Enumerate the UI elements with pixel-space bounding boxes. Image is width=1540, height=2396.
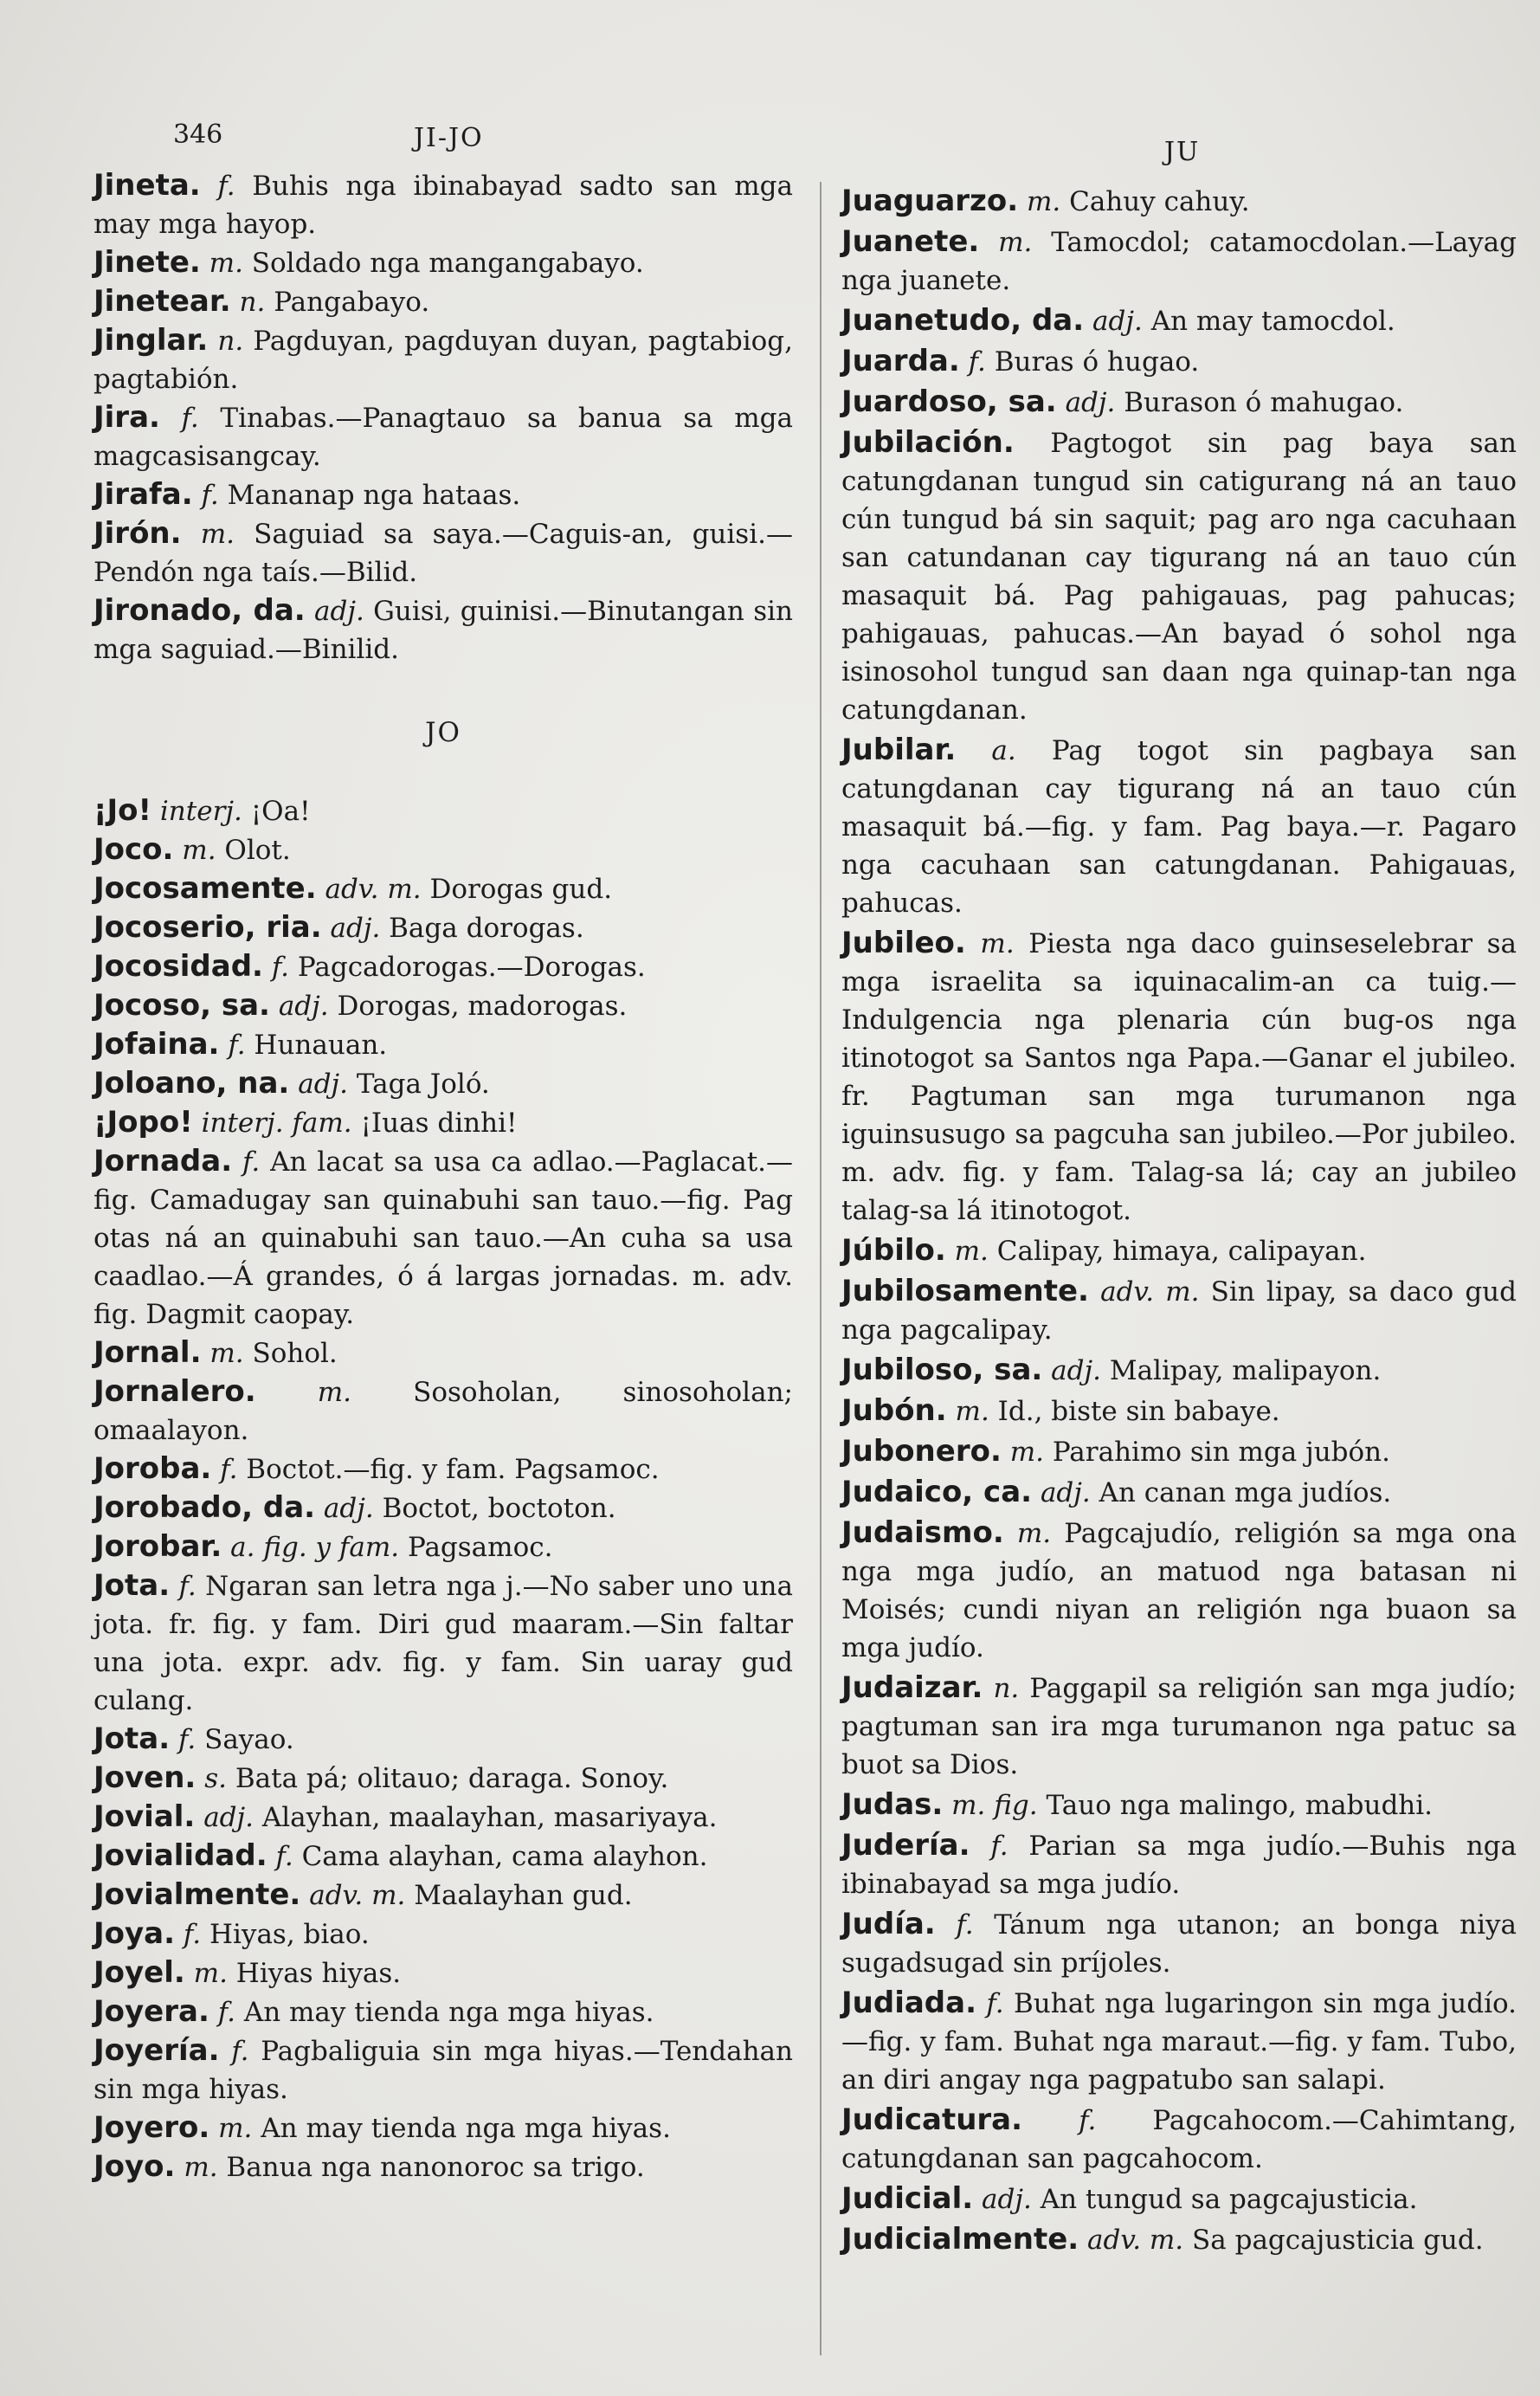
entry-headword: Joya. xyxy=(93,1916,176,1951)
entry-grammar: m. xyxy=(184,2152,218,2183)
dictionary-entry xyxy=(93,514,793,591)
dictionary-entry xyxy=(93,2031,793,2109)
entry-headword: Joven. xyxy=(93,1760,197,1795)
entry-definition: Hiyas hiyas. xyxy=(235,1958,402,1989)
dictionary-entry xyxy=(841,383,1517,422)
entry-headword: Jorobado, da. xyxy=(93,1490,316,1525)
dictionary-entry xyxy=(841,342,1517,381)
dictionary-entry xyxy=(93,1992,793,2031)
entry-definition: Sa pagcajusticia gud. xyxy=(1192,2225,1484,2256)
entry-headword: Jironado, da. xyxy=(93,593,306,628)
dictionary-entry xyxy=(841,423,1517,729)
column-divider xyxy=(820,182,822,2355)
entry-grammar: f. xyxy=(271,952,290,983)
entry-grammar: f. xyxy=(986,1988,1004,2019)
entry-grammar: n. xyxy=(239,287,266,318)
dictionary-entry xyxy=(841,1392,1517,1430)
entry-headword: Joloano, na. xyxy=(93,1066,290,1101)
entry-grammar: f. xyxy=(968,346,986,378)
entry-definition: Malipay, malipayon. xyxy=(1109,1355,1382,1386)
entry-grammar: s. xyxy=(204,1763,227,1794)
entry-grammar: m. xyxy=(1016,1518,1052,1549)
entry-definition: Taga Joló. xyxy=(356,1069,490,1100)
entry-definition: Cahuy cahuy. xyxy=(1069,186,1250,217)
entry-grammar: m. xyxy=(182,835,216,866)
entry-grammar: m. xyxy=(193,1958,228,1989)
dictionary-entry xyxy=(93,947,793,986)
dictionary-entry xyxy=(93,1876,793,1915)
dictionary-entry xyxy=(841,1432,1517,1471)
entry-headword: Jornada. xyxy=(93,1144,233,1179)
ju-entry-list xyxy=(841,182,1517,2259)
entry-headword: Joyel. xyxy=(93,1955,185,1990)
dictionary-entry xyxy=(93,2147,793,2186)
entry-grammar: f. xyxy=(220,1454,238,1485)
dictionary-entry xyxy=(93,1103,793,1142)
entry-grammar: f. xyxy=(231,2036,249,2067)
entry-definition: Alayhan, maalayhan, masariyaya. xyxy=(261,1802,718,1833)
entry-definition: Bata pá; olitauo; daraga. Sonoy. xyxy=(235,1763,669,1794)
entry-headword: Jirón. xyxy=(93,516,182,551)
entry-headword: Jubón. xyxy=(841,1393,947,1428)
entry-definition: Pagtogot sin pag baya san catungdanan tungud sin catigurang ná an tauo cún tungud bá sin saquit; pag aro nga cacuhaan san catundanan cay tigurang ná an tauo cún masaquit bá. Pag pahigauas, pag pahucas; pahigauas, pahucas.—An bayad ó sohol nga isinosohol tungud san daan nga quinap-tan nga catungdanan. xyxy=(841,428,1517,726)
entry-headword: Judaizar. xyxy=(841,1670,983,1705)
entry-definition: Boctot, boctoton. xyxy=(382,1493,616,1524)
entry-grammar: m. xyxy=(218,2113,253,2144)
entry-headword: ¡Jopo! xyxy=(93,1105,193,1140)
entry-headword: Juaguarzo. xyxy=(841,184,1019,218)
entry-headword: Joyero. xyxy=(93,2110,210,2145)
entry-headword: Jira. xyxy=(93,400,160,435)
entry-headword: Jocosamente. xyxy=(93,871,317,906)
dictionary-entry xyxy=(93,398,793,475)
entry-grammar: m. xyxy=(1026,186,1061,217)
entry-definition: Paggapil sa religión san mga judío; pagtuman san ira mga turumanon nga patuc sa buot sa Dios. xyxy=(841,1673,1517,1780)
entry-grammar: f. xyxy=(177,1724,197,1755)
entry-definition: Tinabas.—Panagtauo sa banua sa mga magcasisangcay. xyxy=(93,403,793,472)
entry-grammar: a. fig. y fam. xyxy=(230,1532,400,1563)
entry-headword: Judicatura. xyxy=(841,2102,1023,2137)
entry-grammar: adv. m. xyxy=(1100,1276,1200,1308)
entry-definition: Pagcadorogas.—Dorogas. xyxy=(297,952,646,983)
entry-grammar: interj. fam. xyxy=(201,1108,352,1139)
entry-grammar: n. xyxy=(217,326,244,357)
dictionary-entry xyxy=(93,986,793,1025)
dictionary-entry xyxy=(841,1231,1517,1270)
entry-headword: Joroba. xyxy=(93,1451,212,1486)
entry-grammar: adj. xyxy=(203,1802,254,1833)
entry-headword: Jineta. xyxy=(93,168,201,203)
entry-headword: Judicialmente. xyxy=(841,2222,1079,2257)
entry-grammar: adj. xyxy=(278,991,329,1022)
dictionary-entry xyxy=(93,243,793,282)
entry-definition: Boctot.—fig. y fam. Pagsamoc. xyxy=(246,1454,660,1485)
dictionary-entry xyxy=(93,1489,793,1527)
dictionary-entry xyxy=(841,1669,1517,1784)
entry-headword: Juardoso, sa. xyxy=(841,384,1057,419)
entry-definition: Sohol. xyxy=(252,1338,338,1369)
entry-definition: Sosoholan, sinosoholan; omaalayon. xyxy=(93,1377,793,1446)
dictionary-entry xyxy=(841,1473,1517,1512)
entry-definition: Calipay, himaya, calipayan. xyxy=(996,1236,1367,1267)
dictionary-entry xyxy=(93,1527,793,1566)
entry-definition: Sin lipay, sa daco gud nga pagcalipay. xyxy=(841,1276,1517,1346)
entry-grammar: adj. xyxy=(982,2184,1032,2215)
entry-definition: ¡Oa! xyxy=(250,796,311,827)
entry-headword: Jubilosamente. xyxy=(841,1274,1089,1308)
entry-headword: Judía. xyxy=(841,1907,936,1941)
entry-headword: Jinetear. xyxy=(93,284,231,319)
entry-grammar: adj. xyxy=(1092,306,1143,337)
entry-definition: Pagbaliguia sin mga hiyas.—Tendahan sin mga hiyas. xyxy=(93,2036,794,2105)
entry-grammar: f. xyxy=(181,403,199,434)
right-column xyxy=(841,182,1517,2259)
dictionary-entry xyxy=(841,2220,1517,2259)
dictionary-entry xyxy=(841,731,1517,922)
dictionary-entry xyxy=(93,1720,793,1759)
entry-grammar: m. xyxy=(200,519,235,550)
dictionary-entry xyxy=(93,166,793,243)
entry-definition: Guisi, guinisi.—Binutangan sin mga saguiad.—Binilid. xyxy=(93,596,794,665)
entry-definition: Piesta nga daco guinseselebrar sa mga israelita sa iquinacalim-an ca tuig.—Indulgencia nga plenaria cún bug-os nga itinotogot sa Santos nga Papa.—Ganar el jubileo. fr. Pagtuman san mga turumanon nga iguinsusugo sa pagcuha san jubileo.—Por jubileo. m. adv. fig. y fam. Talag-sa lá; cay an jubileo talag-sa lá itinotogot. xyxy=(841,928,1517,1226)
entry-definition: An may tienda nga mga hiyas. xyxy=(261,2113,671,2144)
entry-definition: ¡Iuas dinhi! xyxy=(360,1108,518,1139)
entry-grammar: f. xyxy=(183,1919,202,1950)
entry-headword: Jubileo. xyxy=(841,926,966,960)
dictionary-entry xyxy=(841,1786,1517,1824)
entry-grammar: adj. xyxy=(314,596,364,627)
entry-grammar: f. xyxy=(1079,2105,1097,2136)
entry-headword: Jovial. xyxy=(93,1799,196,1834)
entry-grammar: adj. xyxy=(323,1493,374,1524)
entry-grammar: adj. xyxy=(330,913,381,944)
entry-grammar: m. xyxy=(209,1338,244,1369)
entry-definition: Pagcahocom.—Cahimtang, catungdanan san pagcahocom. xyxy=(841,2105,1517,2174)
entry-headword: Judas. xyxy=(841,1787,944,1822)
entry-grammar: m. fig. xyxy=(951,1790,1038,1821)
dictionary-entry xyxy=(93,1142,793,1334)
entry-definition: Hunauan. xyxy=(254,1030,388,1061)
dictionary-entry xyxy=(841,2180,1517,2218)
entry-headword: Júbilo. xyxy=(841,1233,946,1268)
entry-definition: Pagduyan, pagduyan duyan, pagtabiog, pagtabión. xyxy=(93,326,793,395)
dictionary-entry xyxy=(93,1566,793,1720)
left-column xyxy=(93,166,793,2186)
entry-grammar: f. xyxy=(990,1831,1008,1862)
dictionary-entry xyxy=(841,182,1517,221)
entry-grammar: adj. xyxy=(1051,1355,1101,1386)
entry-headword: Joco. xyxy=(93,832,174,867)
entry-grammar: adv. m. xyxy=(325,874,422,905)
dictionary-entry xyxy=(93,321,793,398)
entry-headword: Judicial. xyxy=(841,2181,974,2216)
entry-grammar: adj. xyxy=(1065,387,1116,418)
entry-definition: Dorogas, madorogas. xyxy=(337,991,628,1022)
entry-grammar: adj. xyxy=(1040,1477,1091,1508)
entry-grammar: interj. xyxy=(159,796,242,827)
dictionary-entry xyxy=(93,869,793,908)
entry-definition: Buras ó hugao. xyxy=(994,346,1200,378)
entry-definition: Pag togot sin pagbaya san catungdanan cay tigurang ná an tauo cún masaquit bá.—fig. y fam. Pag baya.—r. Pagaro nga cacuhaan san catungdanan. Pahigauas, pahucas. xyxy=(841,735,1517,919)
entry-headword: Jocoserio, ria. xyxy=(93,910,322,945)
entry-definition: Tánum nga utanon; an bonga niya sugadsugad sin príjoles. xyxy=(841,1909,1517,1979)
entry-headword: Jovialmente. xyxy=(93,1877,301,1912)
entry-headword: Judería. xyxy=(841,1828,970,1863)
entry-headword: Jocoso, sa. xyxy=(93,988,270,1023)
dictionary-entry xyxy=(841,1351,1517,1390)
entry-grammar: adv. m. xyxy=(1087,2225,1184,2256)
entry-headword: Jota. xyxy=(93,1721,171,1756)
dictionary-entry xyxy=(93,1450,793,1489)
dictionary-entry xyxy=(841,1826,1517,1903)
dictionary-entry xyxy=(93,1759,793,1798)
entry-definition: An may tamocdol. xyxy=(1150,306,1395,337)
entry-definition: Pagcajudío, religión sa mga ona nga mga judío, an matuod nga batasan ni Moisés; cundi niyan an religión nga buaon sa mga judío. xyxy=(841,1518,1517,1663)
entry-definition: Dorogas gud. xyxy=(429,874,613,905)
dictionary-entry xyxy=(93,1025,793,1064)
entry-definition: An lacat sa usa ca adlao.—Paglacat.—fig. Camadugay san quinabuhi san tauo.—fig. Pag otas ná an quinabuhi san tauo.—An cuha sa usa caadlao.—Á grandes, ó á largas jornadas. m. adv. fig. Dagmit caopay. xyxy=(93,1146,794,1330)
dictionary-entry xyxy=(93,1372,793,1450)
entry-headword: Jornalero. xyxy=(93,1374,256,1409)
dictionary-entry xyxy=(93,1954,793,1992)
entry-definition: An canan mga judíos. xyxy=(1099,1477,1392,1508)
entry-grammar: m. xyxy=(955,1396,989,1427)
entry-headword: Jinete. xyxy=(93,245,201,280)
section-heading-jo: JO xyxy=(425,717,461,748)
entry-grammar: m. xyxy=(317,1377,352,1408)
entry-definition: Hiyas, biao. xyxy=(209,1919,370,1950)
entry-grammar: adj. xyxy=(298,1069,349,1100)
entry-definition: Tauo nga malingo, mabudhi. xyxy=(1046,1790,1434,1821)
entry-headword: Judaico, ca. xyxy=(841,1475,1033,1509)
entry-headword: Juarda. xyxy=(841,344,960,378)
entry-headword: Judaismo. xyxy=(841,1515,1004,1550)
entry-definition: Buhis nga ibinabayad sadto san mga may mga hayop. xyxy=(93,171,794,240)
dictionary-entry xyxy=(841,1905,1517,1982)
entry-grammar: f. xyxy=(217,1997,235,2028)
dictionary-entry xyxy=(93,1334,793,1372)
entry-definition: Tamocdol; catamocdolan.—Layag nga juanete. xyxy=(841,227,1517,296)
entry-grammar: f. xyxy=(201,480,219,511)
entry-definition: An tungud sa pagcajusticia. xyxy=(1040,2184,1418,2215)
ji-entry-list xyxy=(93,166,793,668)
running-head-right: JU xyxy=(1164,137,1201,167)
dictionary-entry xyxy=(93,830,793,869)
entry-definition: Maalayhan gud. xyxy=(414,1880,633,1911)
entry-definition: Pagsamoc. xyxy=(407,1532,553,1563)
entry-definition: Ngaran san letra nga j.—No saber uno una jota. fr. fig. y fam. Diri gud maaram.—Sin faltar una jota. expr. adv. fig. y fam. Sin uaray gud culang. xyxy=(93,1571,793,1716)
dictionary-entry xyxy=(93,791,793,830)
entry-grammar: adv. m. xyxy=(309,1880,406,1911)
entry-grammar: f. xyxy=(228,1030,246,1061)
entry-definition: Cama alayhan, cama alayhon. xyxy=(301,1841,708,1872)
entry-grammar: m. xyxy=(980,928,1015,959)
entry-headword: Jorobar. xyxy=(93,1529,222,1564)
dictionary-entry xyxy=(93,2109,793,2147)
entry-headword: Jota. xyxy=(93,1568,171,1603)
dictionary-entry xyxy=(841,301,1517,340)
dictionary-entry xyxy=(841,924,1517,1230)
dictionary-entry xyxy=(93,1915,793,1954)
entry-grammar: f. xyxy=(217,171,235,202)
dictionary-entry xyxy=(93,1837,793,1876)
entry-headword: Jinglar. xyxy=(93,323,209,358)
entry-headword: Joyo. xyxy=(93,2149,176,2184)
entry-headword: Jubilar. xyxy=(841,733,957,767)
dictionary-entry xyxy=(841,1272,1517,1349)
entry-definition: Sayao. xyxy=(204,1724,294,1755)
entry-headword: Jubonero. xyxy=(841,1434,1002,1469)
entry-grammar: m. xyxy=(954,1236,989,1267)
dictionary-entry xyxy=(93,908,793,947)
entry-headword: Jornal. xyxy=(93,1335,202,1370)
dictionary-entry xyxy=(841,223,1517,300)
entry-grammar: f. xyxy=(956,1909,974,1941)
dictionary-entry xyxy=(841,1984,1517,2099)
entry-headword: Jovialidad. xyxy=(93,1838,267,1873)
entry-definition: Soldado nga mangangabayo. xyxy=(251,248,644,279)
running-head-left: JI-JO xyxy=(414,123,484,153)
entry-grammar: a. xyxy=(991,735,1016,766)
entry-headword: Jirafa. xyxy=(93,477,193,512)
dictionary-entry xyxy=(93,591,793,668)
entry-definition: Pangabayo. xyxy=(274,287,430,318)
entry-definition: Baga dorogas. xyxy=(389,913,584,944)
entry-headword: Joyera. xyxy=(93,1994,209,2029)
jo-entry-list xyxy=(93,791,793,2186)
dictionary-entry xyxy=(93,475,793,514)
entry-grammar: m. xyxy=(209,248,243,279)
entry-headword: Jubiloso, sa. xyxy=(841,1353,1043,1387)
entry-definition: An may tienda nga mga hiyas. xyxy=(243,1997,654,2028)
entry-grammar: m. xyxy=(1009,1437,1044,1468)
entry-headword: ¡Jo! xyxy=(93,793,152,828)
entry-headword: Judiada. xyxy=(841,1986,976,2020)
entry-definition: Parian sa mga judío.—Buhis nga ibinabayad sa mga judío. xyxy=(841,1831,1517,1900)
entry-headword: Jubilación. xyxy=(841,425,1015,460)
entry-definition: Burason ó mahugao. xyxy=(1124,387,1404,418)
dictionary-entry xyxy=(841,1514,1517,1667)
entry-headword: Jocosidad. xyxy=(93,949,263,984)
entry-definition: Banua nga nanonoroc sa trigo. xyxy=(226,2152,645,2183)
entry-grammar: n. xyxy=(993,1673,1020,1704)
entry-headword: Jofaina. xyxy=(93,1027,220,1062)
entry-headword: Joyería. xyxy=(93,2033,220,2068)
entry-grammar: m. xyxy=(998,227,1033,258)
entry-definition: Olot. xyxy=(224,835,291,866)
dictionary-entry xyxy=(841,2101,1517,2178)
dictionary-entry xyxy=(93,282,793,321)
dictionary-entry xyxy=(93,1064,793,1103)
entry-headword: Juanete. xyxy=(841,224,980,259)
entry-headword: Juanetudo, da. xyxy=(841,303,1085,338)
entry-definition: Mananap nga hataas. xyxy=(227,480,521,511)
entry-grammar: f. xyxy=(275,1841,293,1872)
entry-definition: Buhat nga lugaringon sin mga judío.—fig. y fam. Buhat nga maraut.—fig. y fam. Tubo, an diri angay nga pagpatubo san salapi. xyxy=(841,1988,1517,2096)
entry-grammar: f. xyxy=(242,1146,261,1178)
entry-grammar: f. xyxy=(178,1571,197,1602)
entry-definition: Saguiad sa saya.—Caguis-an, guisi.—Pendón nga taís.—Bilid. xyxy=(93,519,793,588)
entry-definition: Id., biste sin babaye. xyxy=(997,1396,1280,1427)
dictionary-entry xyxy=(93,1798,793,1837)
page-number: 346 xyxy=(173,119,223,150)
entry-definition: Parahimo sin mga jubón. xyxy=(1052,1437,1390,1468)
